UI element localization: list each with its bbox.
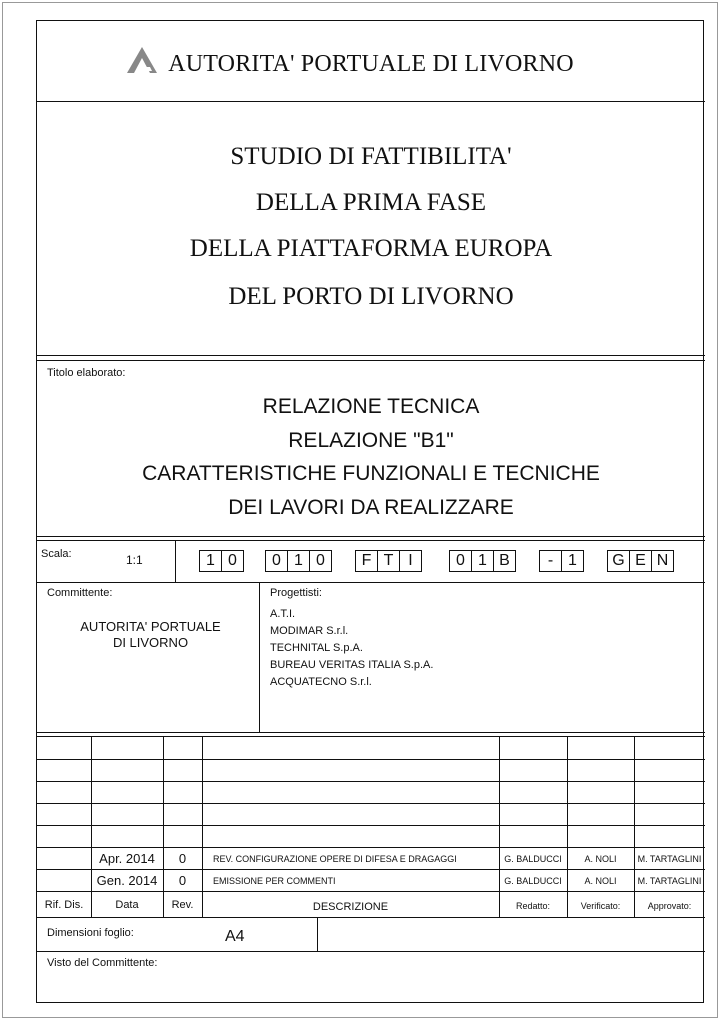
table-line [634, 736, 635, 917]
divider [37, 736, 705, 737]
rev-description: EMISSIONE PER COMMENTI [213, 876, 336, 886]
study-line-4: DEL PORTO DI LIVORNO [228, 283, 514, 310]
table-line [567, 736, 568, 917]
rev-checked: A. NOLI [584, 854, 617, 864]
header-checked: Verificato: [580, 901, 621, 911]
code-char-box: 0 [265, 550, 288, 572]
rev-drawn: G. BALDUCCI [504, 854, 562, 864]
scale-label: Scala: [41, 548, 72, 560]
study-line-2: DELLA PRIMA FASE [255, 189, 487, 216]
code-char-box: - [539, 550, 562, 572]
rev-number: 0 [178, 851, 187, 866]
report-line-4: DEI LAVORI DA REALIZZARE [228, 496, 514, 519]
designer-item: TECHNITAL S.p.A. [270, 642, 363, 654]
designer-item: ACQUATECNO S.r.l. [270, 676, 372, 688]
header-ref: Rif. Dis. [44, 899, 84, 911]
code-char-box: T [377, 550, 400, 572]
divider [37, 536, 705, 537]
rev-description: REV. CONFIGURAZIONE OPERE DI DIFESA E DRAGAGGI [213, 854, 457, 864]
table-line [37, 891, 705, 892]
code-char-box: I [399, 550, 422, 572]
title-sheet [36, 20, 704, 1003]
divider [37, 582, 705, 583]
header-drawn: Redatto: [515, 901, 551, 911]
header-date: Data [115, 899, 139, 911]
divider [37, 540, 705, 541]
code-char-box: 1 [561, 550, 584, 572]
divider [317, 917, 318, 951]
table-line [499, 736, 500, 917]
divider [37, 101, 705, 102]
sheet-value: A4 [225, 928, 245, 945]
code-char-box: F [355, 550, 378, 572]
designer-item: MODIMAR S.r.l. [270, 625, 349, 637]
divider [37, 360, 705, 361]
client-name-line-1: AUTORITA' PORTUALE [80, 619, 221, 634]
divider [37, 951, 705, 952]
divider [37, 355, 705, 356]
sheet-label: Dimensioni foglio: [47, 927, 134, 939]
designers-list [270, 606, 433, 691]
code-char-box: B [493, 550, 516, 572]
client-label: Committente: [47, 587, 113, 599]
study-line-1: STUDIO DI FATTIBILITA' [230, 143, 512, 170]
code-char-box: 0 [221, 550, 244, 572]
designers-label: Progettisti: [270, 587, 322, 599]
rev-drawn: G. BALDUCCI [504, 876, 562, 886]
rev-checked: A. NOLI [584, 876, 617, 886]
code-char-box: 0 [309, 550, 332, 572]
divider [175, 540, 176, 582]
code-char-box: 1 [471, 550, 494, 572]
table-line [202, 736, 203, 917]
header-rev: Rev. [171, 899, 194, 911]
title-label: Titolo elaborato: [47, 367, 126, 379]
divider [37, 732, 705, 733]
table-line [91, 736, 92, 917]
study-line-3: DELLA PIATTAFORMA EUROPA [189, 235, 553, 262]
code-char-box: N [651, 550, 674, 572]
table-line [37, 803, 705, 804]
designer-item: BUREAU VERITAS ITALIA S.p.A. [270, 659, 434, 671]
code-char-box: 0 [449, 550, 472, 572]
rev-date: Gen. 2014 [96, 873, 158, 888]
approval-label: Visto del Committente: [47, 957, 158, 969]
report-line-3: CARATTERISTICHE FUNZIONALI E TECNICHE [142, 462, 600, 485]
client-name-line-2: DI LIVORNO [112, 635, 189, 650]
table-line [37, 869, 705, 870]
table-line [37, 917, 705, 918]
table-line [37, 825, 705, 826]
table-line [163, 736, 164, 917]
scale-value: 1:1 [126, 553, 143, 567]
table-line [37, 781, 705, 782]
code-char-box: G [607, 550, 630, 572]
rev-date: Apr. 2014 [99, 851, 155, 866]
rev-approved: M. TARTAGLINI [637, 854, 702, 864]
designer-item: A.T.I. [270, 608, 296, 620]
code-char-box: E [629, 550, 652, 572]
code-char-box: 1 [287, 550, 310, 572]
code-char-box: 1 [199, 550, 222, 572]
table-line [37, 847, 705, 848]
rev-number: 0 [178, 873, 187, 888]
report-line-2: RELAZIONE "B1" [288, 429, 454, 452]
table-line [37, 759, 705, 760]
organization-title: AUTORITA' PORTUALE DI LIVORNO [168, 51, 574, 77]
rev-approved: M. TARTAGLINI [637, 876, 702, 886]
report-line-1: RELAZIONE TECNICA [262, 395, 480, 418]
divider [259, 582, 260, 732]
client-name [49, 619, 252, 651]
header-approved: Approvato: [647, 901, 692, 911]
header-description: DESCRIZIONE [312, 901, 389, 913]
